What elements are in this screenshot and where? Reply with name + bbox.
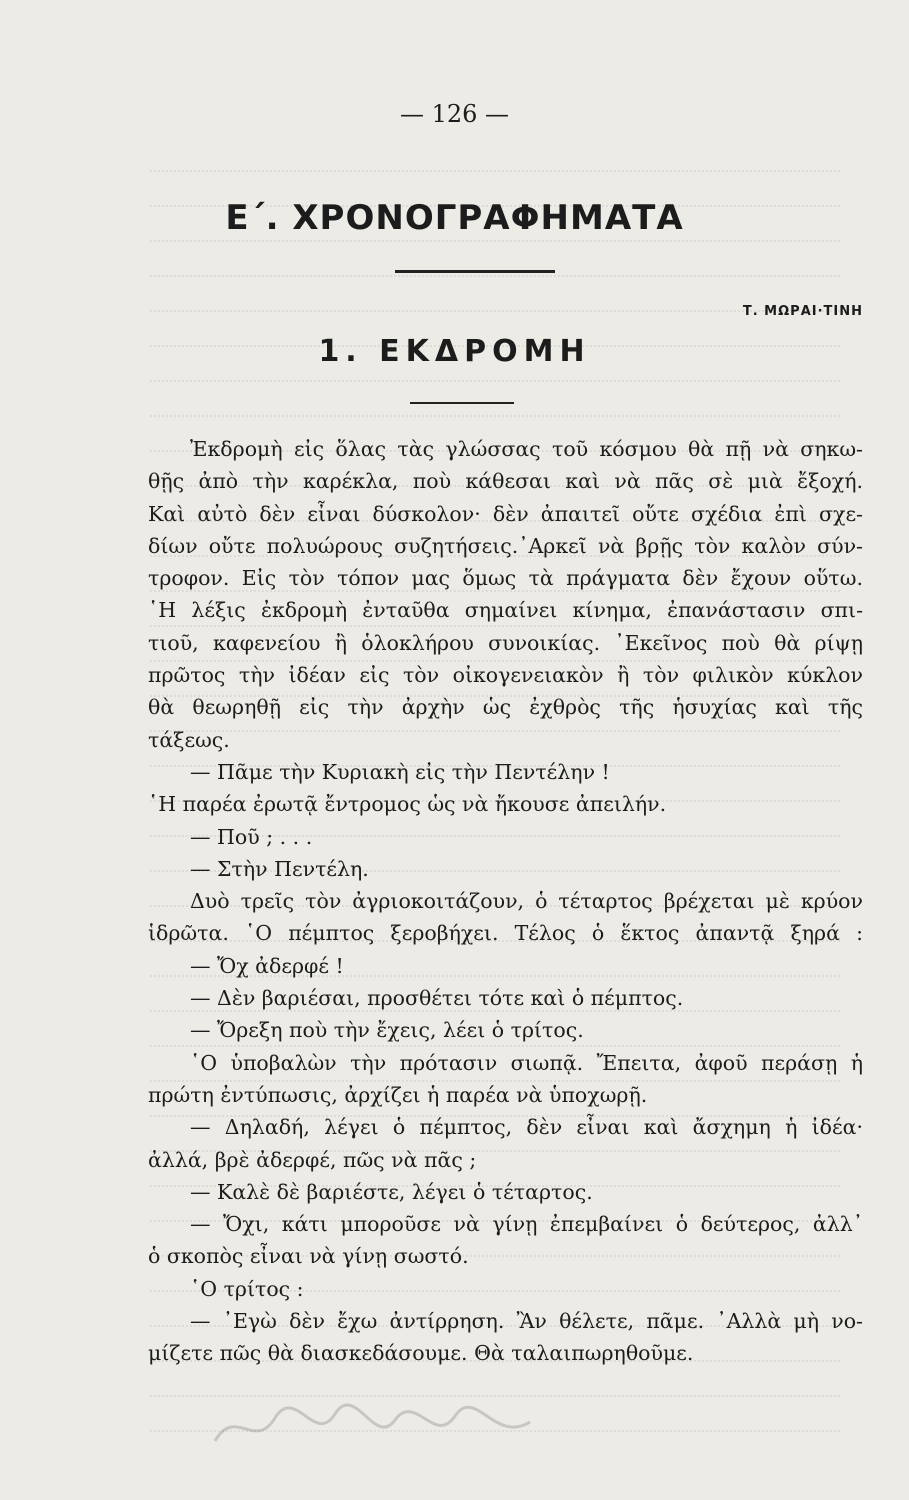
text-line: ἱδρῶτα. ῾Ο πέμπτος ξεροβήχει. Τέλος ὁ ἕκτος ἀπαντᾷ ξηρά :	[148, 921, 863, 946]
text-line: — Ὄρεξη ποὺ τὴν ἔχεις, λέει ὁ τρίτος.	[190, 1018, 584, 1043]
text-line: — Καλὲ δὲ βαριέστε, λέγει ὁ τέταρτος.	[190, 1179, 593, 1204]
text-line: ῾Ο τρίτος :	[190, 1276, 304, 1301]
text-line: — Δηλαδή, λέγει ὁ πέμπτος, δὲν εἶναι καὶ ἄσχημη ἡ ἰδέα·	[190, 1115, 863, 1140]
page-number: — 126 —	[399, 100, 510, 128]
text-line: ὁ σκοπὸς εἶναι νὰ γίνῃ σωστό.	[148, 1244, 469, 1269]
text-line: ῾Η λέξις ἐκδρομὴ ἐνταῦθα σημαίνει κίνημα, ἐπανάστασιν σπι-	[148, 598, 863, 623]
text-line: — Ὄχι, κάτι μποροῦσε νὰ γίνῃ ἐπεμβαίνει ὁ δεύτερος, ἀλλ᾿	[190, 1212, 863, 1237]
text-line: θὰ θεωρηθῇ εἰς τὴν ἀρχὴν ὡς ἐχθρὸς τῆς ἡσυχίας καὶ τῆς	[148, 695, 863, 720]
text-line: μίζετε πῶς θὰ διασκεδάσουμε. Θὰ ταλαιπωρηθοῦμε.	[148, 1341, 694, 1366]
title-rule	[395, 270, 555, 273]
text-line: Δυὸ τρεῖς τὸν ἀγριοκοιτάζουν, ὁ τέταρτος βρέχεται μὲ κρύον	[190, 889, 863, 914]
text-line: — Στὴν Πεντέλη.	[190, 856, 369, 881]
text-line: Ἐκδρομὴ εἰς ὅλας τὰς γλώσσας τοῦ κόσμου θὰ πῇ νὰ σηκω-	[190, 437, 863, 461]
text-line: πρώτη ἐντύπωσις, ἀρχίζει ἡ παρέα νὰ ὑποχωρῇ.	[148, 1082, 648, 1107]
text-line: — Πᾶμε τὴν Κυριακὴ εἰς τὴν Πεντέλην !	[190, 759, 610, 784]
article-title: 1. ΕΚΔΡΟΜΗ	[318, 334, 591, 369]
text-line: ἀλλά, βρὲ ἀδερφέ, πῶς νὰ πᾶς ;	[148, 1147, 477, 1172]
text-line: ῾Η παρέα ἐρωτᾷ ἔντρομος ὡς νὰ ἤκουσε ἀπειλήν.	[148, 792, 667, 817]
text-line: ῾Ο ὑποβαλὼν τὴν πρότασιν σιωπᾷ. Ἔπειτα, ἀφοῦ περάσῃ ἡ	[190, 1050, 863, 1075]
article-body	[148, 433, 863, 1370]
text-line: — Ποῦ ; . . .	[190, 824, 313, 849]
section-title: Ε΄. ΧΡΟΝΟΓΡΑΦΗΜΑΤΑ	[225, 198, 684, 238]
text-line: τιοῦ, καφενείου ἢ ὁλοκλήρου συνοικίας. ᾿Εκεῖνος ποὺ θὰ ρίψῃ	[148, 630, 863, 655]
text-line: — Ὄχ ἀδερφέ !	[190, 953, 344, 978]
text-line: Καὶ αὐτὸ δὲν εἶναι δύσκολον· δὲν ἀπαιτεῖ οὔτε σχέδια ἐπὶ σχε-	[148, 501, 863, 526]
article-title-rule	[410, 402, 514, 404]
text-line: θῇς ἀπὸ τὴν καρέκλα, ποὺ κάθεσαι καὶ νὰ πᾶς σὲ μιὰ ἔξοχή.	[148, 469, 863, 494]
text-line: δίων οὔτε πολυώρους συζητήσεις.᾿Αρκεῖ νὰ βρῇς τὸν καλὸν σύν-	[148, 533, 863, 558]
text-line: τάξεως.	[148, 727, 230, 752]
author-name: Τ. ΜΩΡΑΙ·ΤΙΝΗ	[742, 304, 863, 319]
bleed-through-signature	[210, 1396, 540, 1456]
text-line: — ᾿Εγὼ δὲν ἔχω ἀντίρρηση. Ἂν θέλετε, πᾶμε. ᾿Αλλὰ μὴ νο-	[190, 1309, 863, 1334]
text-line: τροφον. Εἰς τὸν τόπον μας ὅμως τὰ πράγματα δὲν ἔχουν οὕτω.	[148, 566, 863, 591]
text-line: — Δὲν βαριέσαι, προσθέτει τότε καὶ ὁ πέμπτος.	[190, 986, 684, 1011]
text-line: πρῶτος τὴν ἰδέαν εἰς τὸν οἰκογενειακὸν ἢ τὸν φιλικὸν κύκλον	[148, 663, 863, 688]
